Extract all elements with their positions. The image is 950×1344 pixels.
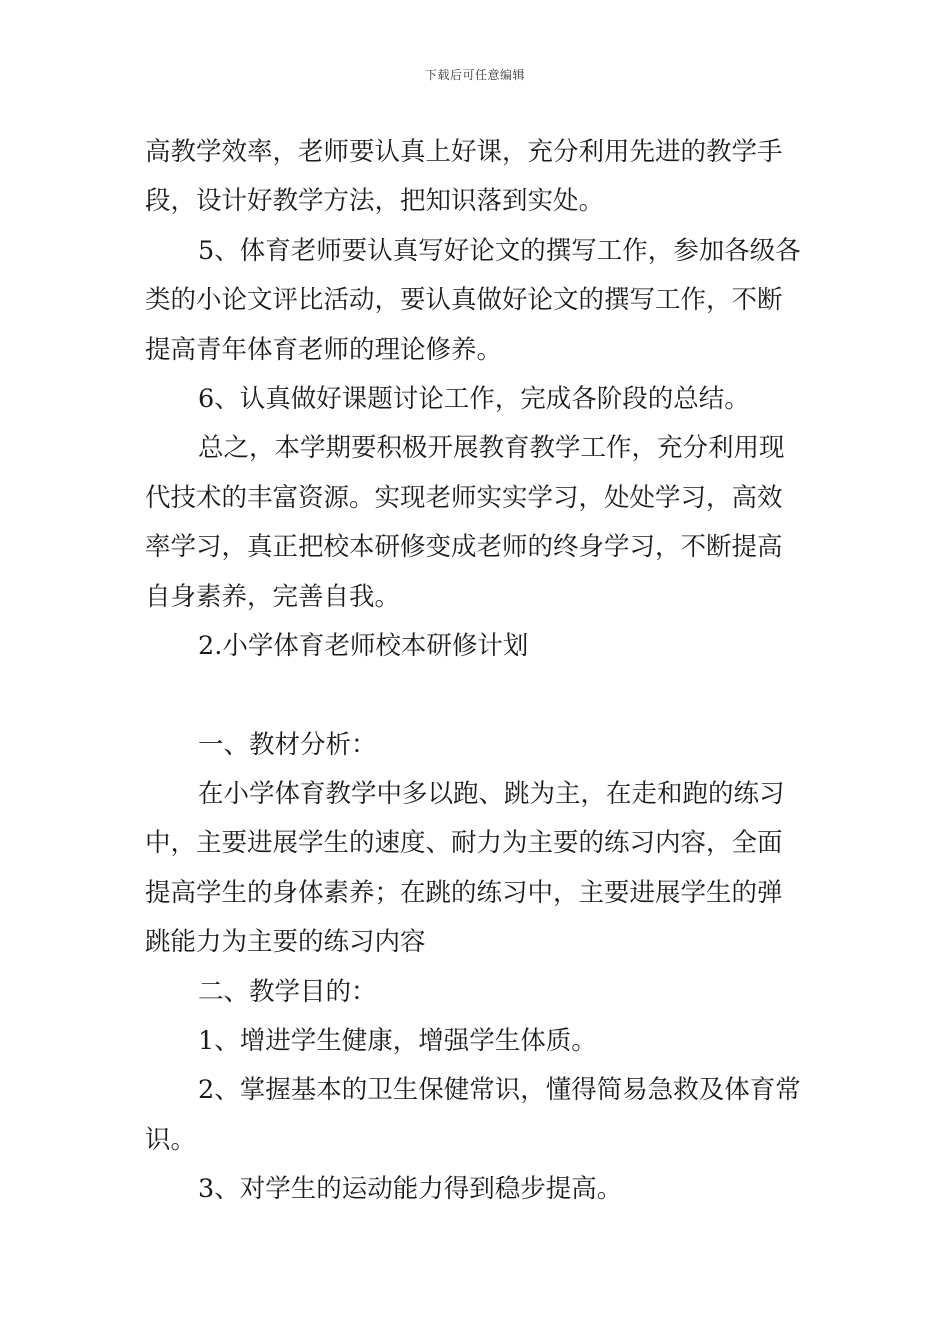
text-line: 提高青年体育老师的理论修养。 [145, 334, 503, 365]
text-line: 自身素养，完善自我。 [145, 581, 401, 612]
blank-line [145, 671, 810, 720]
text-line: 5、体育老师要认真写好论文的撰写工作，参加各级各 [198, 235, 801, 266]
text-line: 代技术的丰富资源。实现老师实实学习，处处学习，高效 [145, 482, 783, 513]
text-line: 类的小论文评比活动，要认真做好论文的撰写工作，不断 [145, 285, 783, 316]
text-line: 率学习，真正把校本研修变成老师的终身学习，不断提高 [145, 532, 783, 563]
section-heading: 一、教材分析： [198, 729, 377, 760]
text-line: 提高学生的身体素养；在跳的练习中，主要进展学生的弹 [145, 877, 783, 908]
section-title: 2.小学体育老师校本研修计划 [198, 630, 529, 661]
text-line: 3、对学生的运动能力得到稳步提高。 [198, 1174, 623, 1205]
text-line: 2、掌握基本的卫生保健常识，懂得简易急救及体育常 [198, 1075, 801, 1106]
text-line: 6、认真做好课题讨论工作，完成各阶段的总结。 [198, 383, 750, 414]
text-line: 段，设计好教学方法，把知识落到实处。 [145, 186, 605, 217]
text-line: 识。 [145, 1124, 197, 1155]
document-body [145, 128, 810, 1215]
text-line: 跳能力为主要的练习内容 [145, 927, 426, 958]
text-line: 中，主要进展学生的速度、耐力为主要的练习内容，全面 [145, 828, 783, 859]
text-line: 在小学体育教学中多以跑、跳为主，在走和跑的练习 [198, 779, 785, 810]
text-line: 高教学效率，老师要认真上好课，充分利用先进的教学手 [145, 137, 783, 167]
page-header: 下载后可任意编辑 [424, 68, 525, 82]
section-heading: 二、教学目的： [198, 976, 377, 1007]
text-line: 总之，本学期要积极开展教育教学工作，充分利用现 [198, 433, 785, 464]
text-line: 1、增进学生健康，增强学生体质。 [198, 1026, 597, 1057]
